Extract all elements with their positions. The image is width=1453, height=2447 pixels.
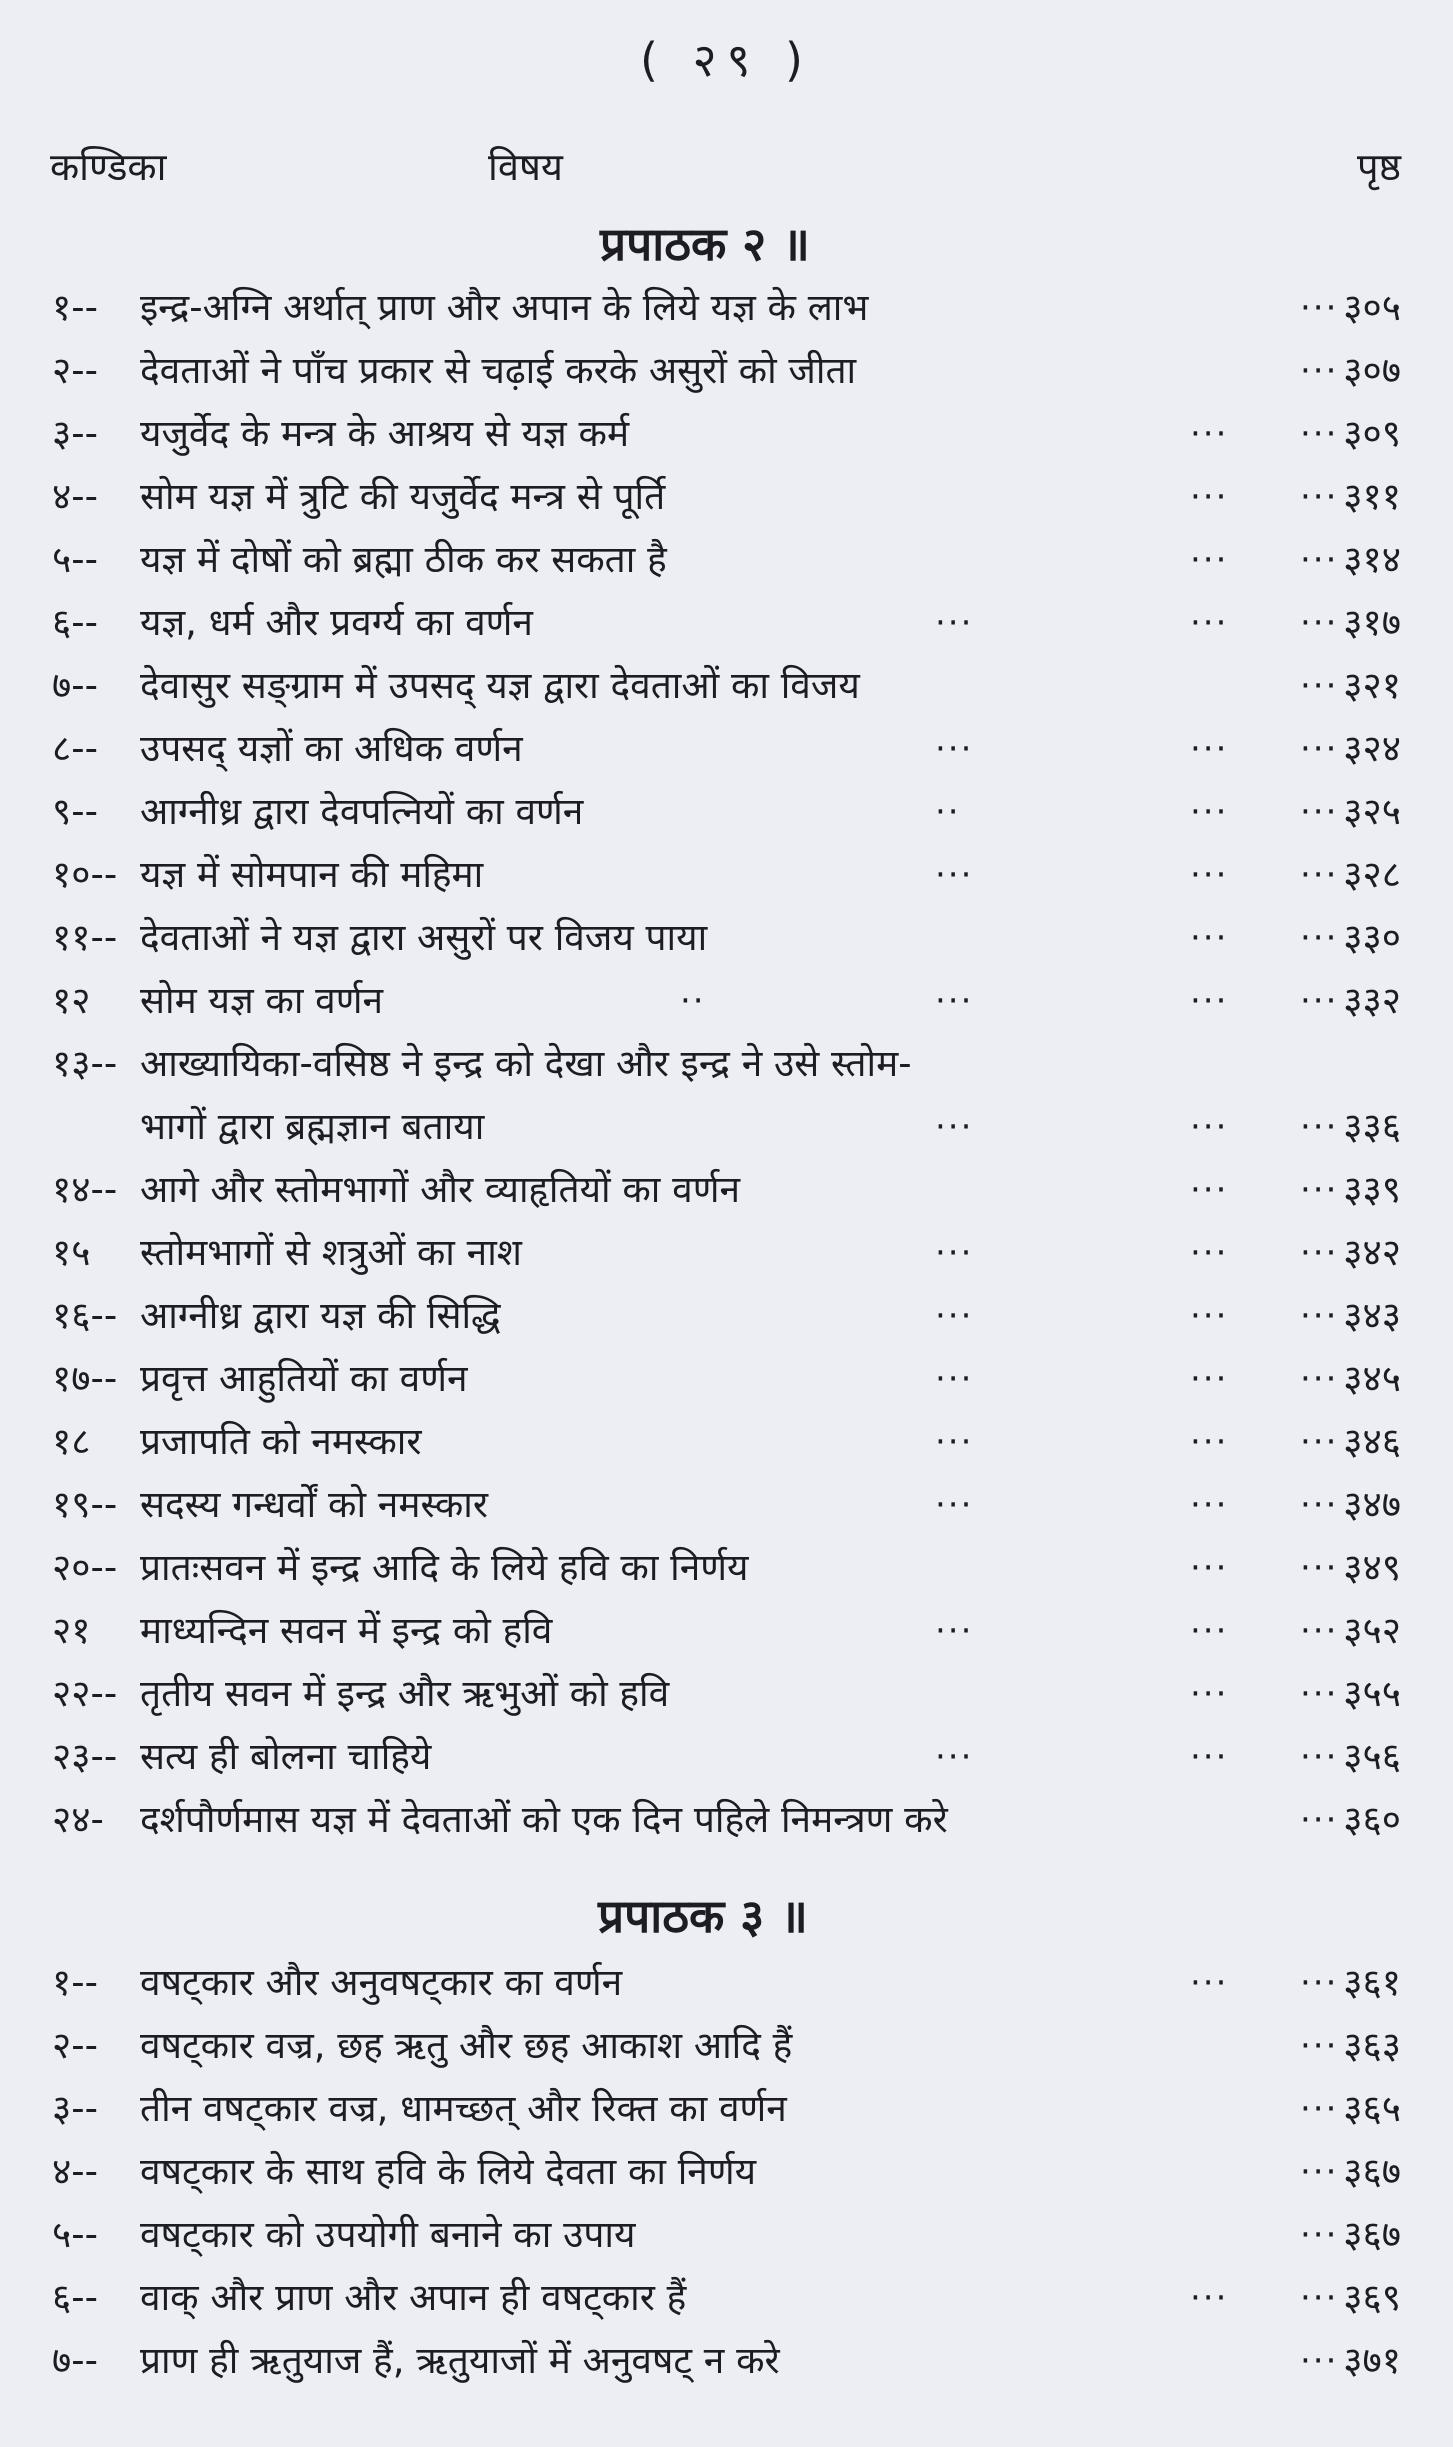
dot-leader: ··· — [1190, 729, 1229, 769]
toc-entry — [0, 1474, 1453, 1536]
dot-leader: ·· — [935, 792, 961, 832]
entry-number: ४-- — [52, 2150, 98, 2193]
dot-leader: ··· — [935, 1359, 974, 1399]
toc-entry — [0, 2204, 1453, 2266]
entry-number: २-- — [52, 349, 98, 392]
dot-leader: ··· — [935, 1485, 974, 1525]
entry-number: २०-- — [52, 1546, 118, 1589]
entry-number: ६-- — [52, 2276, 98, 2319]
dot-leader: ··· — [1300, 603, 1339, 643]
dot-leader: ··· — [1300, 1233, 1339, 1273]
entry-page: ३५६ — [1343, 1735, 1401, 1778]
entry-number: १-- — [52, 1961, 98, 2004]
entry-number: १७-- — [52, 1357, 118, 1400]
entry-number: १०-- — [52, 853, 118, 896]
dot-leader: ··· — [1190, 2278, 1229, 2318]
toc-entry — [0, 907, 1453, 969]
dot-leader: ··· — [1300, 729, 1339, 769]
entry-number: २१ — [52, 1609, 91, 1652]
dot-leader: ··· — [1300, 2341, 1339, 2381]
toc-entry — [0, 2015, 1453, 2077]
entry-title: सोम यज्ञ का वर्णन — [140, 979, 384, 1022]
toc-entry — [0, 970, 1453, 1032]
entry-number: १२ — [52, 979, 91, 1022]
dot-leader: ··· — [1190, 1359, 1229, 1399]
dot-leader: ··· — [1300, 477, 1339, 517]
prapathak-2-heading: प्रपाठक २ ॥ — [600, 217, 810, 271]
dot-leader: ··· — [1190, 1674, 1229, 1714]
entry-title: प्रातःसवन में इन्द्र आदि के लिये हवि का निर्णय — [140, 1546, 749, 1589]
entry-number: १८ — [52, 1420, 91, 1463]
dot-leader: ··· — [1300, 2215, 1339, 2255]
entry-page: ३४५ — [1343, 1357, 1401, 1400]
dot-leader: ··· — [935, 603, 974, 643]
entry-number: ८-- — [52, 727, 98, 770]
entry-number: १९-- — [52, 1483, 118, 1526]
entry-number: २३-- — [52, 1735, 118, 1778]
entry-page: ३१७ — [1343, 601, 1401, 644]
entry-title: सदस्य गन्धर्वों को नमस्कार — [140, 1483, 488, 1526]
dot-leader: ··· — [1190, 414, 1229, 454]
dot-leader: ··· — [1190, 855, 1229, 895]
dot-leader: ··· — [1190, 1107, 1229, 1147]
toc-entry — [0, 1663, 1453, 1725]
entry-number: ११-- — [52, 916, 118, 959]
dot-leader: ··· — [1300, 288, 1339, 328]
entry-number: ५-- — [52, 2213, 98, 2256]
prapathak-3-heading: प्रपाठक ३ ॥ — [598, 1889, 808, 1943]
entry-title: प्राण ही ऋतुयाज हैं, ऋतुयाजों में अनुवषट् न करे — [140, 2339, 780, 2382]
entry-page: ३३२ — [1343, 979, 1401, 1022]
entry-page: ३६१ — [1343, 1961, 1401, 2004]
dot-leader: ··· — [1300, 1674, 1339, 1714]
entry-title: प्रवृत्त आहुतियों का वर्णन — [140, 1357, 468, 1400]
column-header-page: पृष्ठ — [1357, 145, 1401, 189]
toc-entry — [0, 1726, 1453, 1788]
entry-title: यज्ञ में दोषों को ब्रह्मा ठीक कर सकता है — [140, 538, 667, 581]
dot-leader: ··· — [1300, 1107, 1339, 1147]
toc-entry — [0, 1600, 1453, 1662]
entry-title: इन्द्र-अग्नि अर्थात् प्राण और अपान के लिये यज्ञ के लाभ — [140, 286, 869, 329]
entry-page: ३५२ — [1343, 1609, 1401, 1652]
entry-number: ४-- — [52, 475, 98, 518]
dot-leader: ··· — [1300, 1737, 1339, 1777]
toc-entry — [0, 718, 1453, 780]
toc-entry — [0, 655, 1453, 717]
entry-page: ३६३ — [1343, 2024, 1401, 2067]
toc-entry — [0, 2078, 1453, 2140]
entry-page: ३११ — [1343, 475, 1401, 518]
entry-number: ७-- — [52, 664, 98, 707]
column-header-section-no: कण्डिका — [50, 145, 167, 189]
dot-leader: ··· — [935, 1611, 974, 1651]
dot-leader: ··· — [935, 729, 974, 769]
dot-leader: ··· — [1300, 1548, 1339, 1588]
dot-leader: ··· — [1190, 981, 1229, 1021]
entry-number: २२-- — [52, 1672, 118, 1715]
dot-leader: ··· — [935, 1296, 974, 1336]
entry-title: आगे और स्तोमभागों और व्याहृतियों का वर्णन — [140, 1168, 740, 1211]
entry-title: तीन वषट्कार वज्र, धामच्छत् और रिक्त का वर्णन — [140, 2087, 787, 2130]
entry-page: ३२१ — [1343, 664, 1401, 707]
toc-entry — [0, 1033, 1453, 1095]
dot-leader: ··· — [1190, 1233, 1229, 1273]
entry-page: ३६० — [1343, 1798, 1401, 1841]
entry-title: वषट्कार के साथ हवि के लिये देवता का निर्णय — [140, 2150, 757, 2193]
entry-number: ५-- — [52, 538, 98, 581]
entry-number: २-- — [52, 2024, 98, 2067]
dot-leader: ··· — [1300, 981, 1339, 1021]
toc-entry — [0, 1096, 1453, 1158]
entry-title: वषट्कार और अनुवषट्कार का वर्णन — [140, 1961, 623, 2004]
entry-number: ९-- — [52, 790, 98, 833]
dot-leader: ··· — [1190, 1485, 1229, 1525]
entry-title: देवताओं ने यज्ञ द्वारा असुरों पर विजय पाया — [140, 916, 708, 959]
dot-leader: ··· — [1190, 1422, 1229, 1462]
dot-leader: ·· — [680, 981, 706, 1021]
entry-title: देवताओं ने पाँच प्रकार से चढ़ाई करके असुरों को जीता — [140, 349, 857, 392]
toc-entry — [0, 2267, 1453, 2329]
dot-leader: ··· — [1190, 1737, 1229, 1777]
entry-title: आख्यायिका-वसिष्ठ ने इन्द्र को देखा और इन्द्र ने उसे स्तोम- — [140, 1042, 912, 1085]
entry-page: ३१४ — [1343, 538, 1401, 581]
toc-entry — [0, 2141, 1453, 2203]
dot-leader: ··· — [1190, 603, 1229, 643]
toc-entry — [0, 844, 1453, 906]
dot-leader: ··· — [1300, 351, 1339, 391]
dot-leader: ··· — [1300, 1359, 1339, 1399]
dot-leader: ··· — [935, 855, 974, 895]
entry-page: ३३० — [1343, 916, 1401, 959]
dot-leader: ··· — [1190, 792, 1229, 832]
dot-leader: ··· — [1190, 918, 1229, 958]
entry-title: सोम यज्ञ में त्रुटि की यजुर्वेद मन्त्र से पूर्ति — [140, 475, 666, 518]
dot-leader: ··· — [1300, 2026, 1339, 2066]
entry-number: २४- — [52, 1798, 104, 1841]
entry-title: यज्ञ, धर्म और प्रवर्ग्य का वर्णन — [140, 601, 533, 644]
dot-leader: ··· — [935, 981, 974, 1021]
entry-page: ३४३ — [1343, 1294, 1401, 1337]
entry-page: ३५५ — [1343, 1672, 1401, 1715]
dot-leader: ··· — [1300, 1611, 1339, 1651]
dot-leader: ··· — [1300, 2089, 1339, 2129]
entry-number: १६-- — [52, 1294, 118, 1337]
toc-entry — [0, 1411, 1453, 1473]
column-header-subject: विषय — [488, 145, 563, 189]
dot-leader: ··· — [1300, 414, 1339, 454]
dot-leader: ··· — [1300, 1170, 1339, 1210]
entry-page: ३२८ — [1343, 853, 1401, 896]
dot-leader: ··· — [935, 1422, 974, 1462]
toc-entry — [0, 1222, 1453, 1284]
entry-title: आग्नीध्र द्वारा यज्ञ की सिद्धि — [140, 1294, 501, 1337]
dot-leader: ··· — [1300, 1800, 1339, 1840]
entry-number: १-- — [52, 286, 98, 329]
dot-leader: ··· — [1300, 2278, 1339, 2318]
entry-page: ३४७ — [1343, 1483, 1401, 1526]
entry-title: वषट्कार वज्र, छह ऋतु और छह आकाश आदि हैं — [140, 2024, 793, 2067]
entry-title: यज्ञ में सोमपान की महिमा — [140, 853, 484, 896]
entry-title: देवासुर सङ्ग्राम में उपसद् यज्ञ द्वारा देवताओं का विजय — [140, 664, 860, 707]
entry-title: सत्य ही बोलना चाहिये — [140, 1735, 432, 1778]
dot-leader: ··· — [1300, 2152, 1339, 2192]
entry-page: ३३९ — [1343, 1168, 1401, 1211]
entry-title: स्तोमभागों से शत्रुओं का नाश — [140, 1231, 522, 1274]
entry-number: १३-- — [52, 1042, 118, 1085]
toc-entry — [0, 781, 1453, 843]
toc-entry — [0, 1789, 1453, 1851]
entry-page: ३०५ — [1343, 286, 1401, 329]
toc-entry — [0, 529, 1453, 591]
dot-leader: ··· — [935, 1107, 974, 1147]
dot-leader: ··· — [1300, 1422, 1339, 1462]
entry-title: दर्शपौर्णमास यज्ञ में देवताओं को एक दिन पहिले निमन्त्रण करे — [140, 1798, 948, 1841]
entry-page: ३७१ — [1343, 2339, 1401, 2382]
dot-leader: ··· — [1190, 1963, 1229, 2003]
entry-title: भागों द्वारा ब्रह्मज्ञान बताया — [140, 1105, 485, 1148]
entry-title: प्रजापति को नमस्कार — [140, 1420, 422, 1463]
entry-page: ३४६ — [1343, 1420, 1401, 1463]
entry-title: उपसद् यज्ञों का अधिक वर्णन — [140, 727, 523, 770]
toc-entry — [0, 1348, 1453, 1410]
toc-entry — [0, 466, 1453, 528]
dot-leader: ··· — [1300, 540, 1339, 580]
dot-leader: ··· — [1190, 1170, 1229, 1210]
entry-page: ३२४ — [1343, 727, 1401, 770]
entry-number: ३-- — [52, 2087, 98, 2130]
entry-page: ३६७ — [1343, 2213, 1401, 2256]
entry-page: ३४२ — [1343, 1231, 1401, 1274]
entry-page: ३६५ — [1343, 2087, 1401, 2130]
dot-leader: ··· — [935, 1737, 974, 1777]
toc-entry — [0, 1537, 1453, 1599]
toc-entry — [0, 1285, 1453, 1347]
dot-leader: ··· — [1190, 540, 1229, 580]
dot-leader: ··· — [1300, 1485, 1339, 1525]
dot-leader: ··· — [1190, 1296, 1229, 1336]
entry-page: ३२५ — [1343, 790, 1401, 833]
toc-entry — [0, 403, 1453, 465]
entry-number: ३-- — [52, 412, 98, 455]
dot-leader: ··· — [1190, 1548, 1229, 1588]
toc-entry — [0, 1159, 1453, 1221]
dot-leader: ··· — [1300, 792, 1339, 832]
toc-entry — [0, 2330, 1453, 2392]
entry-title: तृतीय सवन में इन्द्र और ऋभुओं को हवि — [140, 1672, 670, 1715]
entry-title: वाक् और प्राण और अपान ही वषट्कार हैं — [140, 2276, 687, 2319]
toc-entry — [0, 340, 1453, 402]
dot-leader: ··· — [1300, 918, 1339, 958]
dot-leader: ··· — [1300, 1963, 1339, 2003]
page-number: ( २९ ) — [640, 33, 813, 87]
dot-leader: ··· — [1300, 855, 1339, 895]
entry-page: ३६९ — [1343, 2276, 1401, 2319]
entry-page: ३४९ — [1343, 1546, 1401, 1589]
dot-leader: ··· — [935, 1233, 974, 1273]
toc-entry — [0, 1952, 1453, 2014]
entry-title: आग्नीध्र द्वारा देवपत्नियों का वर्णन — [140, 790, 584, 833]
entry-page: ३०९ — [1343, 412, 1401, 455]
entry-title: माध्यन्दिन सवन में इन्द्र को हवि — [140, 1609, 553, 1652]
dot-leader: ··· — [1300, 666, 1339, 706]
dot-leader: ··· — [1300, 1296, 1339, 1336]
dot-leader: ··· — [1190, 1611, 1229, 1651]
entry-title: यजुर्वेद के मन्त्र के आश्रय से यज्ञ कर्म — [140, 412, 630, 455]
entry-page: ३०७ — [1343, 349, 1401, 392]
entry-number: १४-- — [52, 1168, 118, 1211]
entry-number: ६-- — [52, 601, 98, 644]
entry-page: ३३६ — [1343, 1105, 1401, 1148]
toc-entry — [0, 277, 1453, 339]
entry-number: १५ — [52, 1231, 91, 1274]
dot-leader: ··· — [1190, 477, 1229, 517]
toc-entry — [0, 592, 1453, 654]
entry-page: ३६७ — [1343, 2150, 1401, 2193]
entry-title: वषट्कार को उपयोगी बनाने का उपाय — [140, 2213, 636, 2256]
entry-number: ७-- — [52, 2339, 98, 2382]
